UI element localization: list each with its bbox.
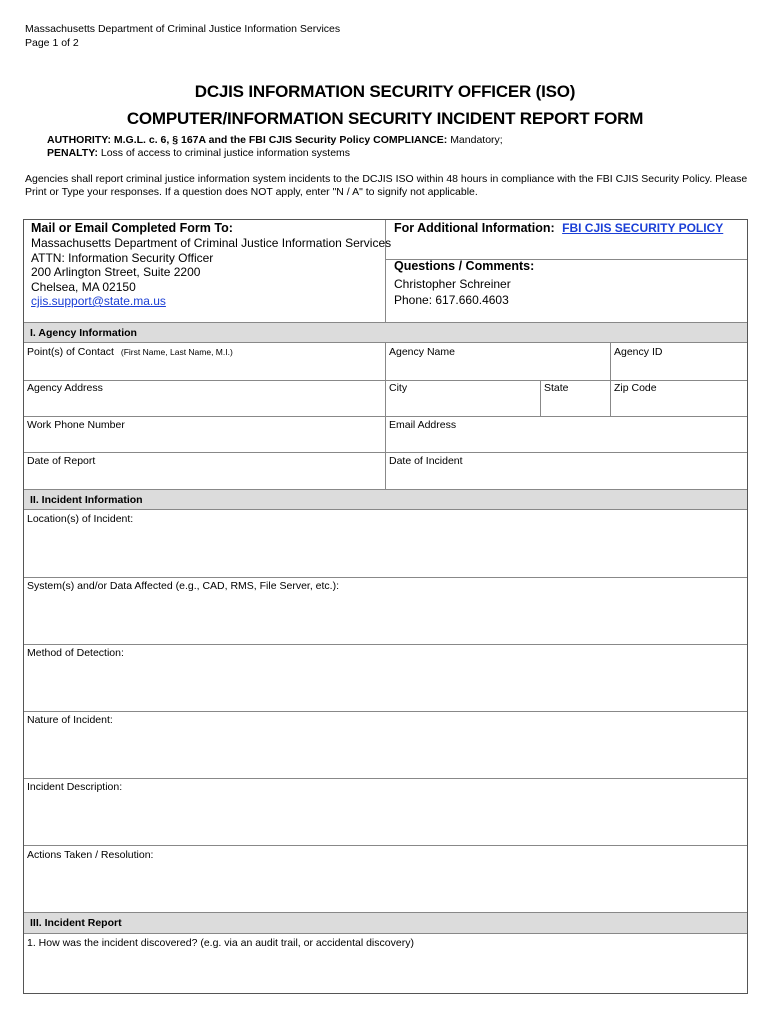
points-of-contact-label: Point(s) of Contact xyxy=(27,346,114,358)
row-divider-3 xyxy=(24,452,747,453)
section1-header: I. Agency Information xyxy=(24,322,747,343)
grid-divider-zip xyxy=(610,380,611,416)
agency-header: Massachusetts Department of Criminal Justice Information Services xyxy=(25,23,341,35)
grid-divider-state xyxy=(540,380,541,416)
contact-phone: Phone: 617.660.4603 xyxy=(394,293,509,307)
authority-line xyxy=(47,134,503,146)
date-of-incident-field[interactable]: Date of Incident xyxy=(389,455,463,467)
fbi-cjis-policy-link[interactable]: FBI CJIS SECURITY POLICY xyxy=(562,221,724,235)
row-divider-4 xyxy=(24,577,747,578)
authority-text: M.G.L. c. 6, § 167A and the FBI CJIS Security Policy xyxy=(113,134,371,146)
page-indicator: Page 1 of 2 xyxy=(25,37,79,49)
penalty-label: PENALTY: xyxy=(47,147,98,159)
date-of-report-field[interactable]: Date of Report xyxy=(27,455,96,467)
row-divider-1 xyxy=(24,380,747,381)
form-title-line2: COMPUTER/INFORMATION SECURITY INCIDENT REPORT FORM xyxy=(126,109,644,128)
nature-of-incident-field[interactable]: Nature of Incident: xyxy=(27,714,113,726)
penalty-line xyxy=(47,147,350,159)
question-1-field[interactable]: 1. How was the incident discovered? (e.g. via an audit trail, or accidental discovery) xyxy=(27,937,414,949)
row-divider-6 xyxy=(24,711,747,712)
agency-id-field[interactable]: Agency ID xyxy=(614,346,663,358)
row-divider-8 xyxy=(24,845,747,846)
work-phone-field[interactable]: Work Phone Number xyxy=(27,419,125,431)
compliance-label: COMPLIANCE: xyxy=(373,134,448,146)
questions-heading: Questions / Comments: xyxy=(394,259,535,273)
zip-code-field[interactable]: Zip Code xyxy=(614,382,657,394)
compliance-text: Mandatory; xyxy=(450,134,503,146)
form-title-line1: DCJIS INFORMATION SECURITY OFFICER (ISO) xyxy=(194,82,576,101)
method-of-detection-field[interactable]: Method of Detection: xyxy=(27,647,124,659)
city-field[interactable]: City xyxy=(389,382,408,394)
mail-email-link[interactable]: cjis.support@state.ma.us xyxy=(31,294,166,308)
additional-info-heading xyxy=(394,221,723,235)
location-field[interactable]: Location(s) of Incident: xyxy=(27,513,134,525)
row-divider-5 xyxy=(24,644,747,645)
contact-name: Christopher Schreiner xyxy=(394,277,511,291)
row-divider-2 xyxy=(24,416,747,417)
agency-address-field[interactable]: Agency Address xyxy=(27,382,103,394)
intro-paragraph: Agencies shall report criminal justice information system incidents to the DCJIS ISO within 48 hours in compliance with the FBI CJIS Security Policy. Please Print or Type your responses. If a question does NOT apply, enter "N / A" to signify not applicable. xyxy=(25,173,748,198)
mail-line3: 200 Arlington Street, Suite 2200 xyxy=(31,265,201,279)
state-field[interactable]: State xyxy=(544,382,569,394)
email-address-field[interactable]: Email Address xyxy=(389,419,457,431)
mail-line1: Massachusetts Department of Criminal Justice Information Services xyxy=(31,236,392,250)
grid-divider-agency-id xyxy=(610,343,611,380)
section2-header: II. Incident Information xyxy=(24,489,747,510)
penalty-text: Loss of access to criminal justice information systems xyxy=(100,147,351,159)
section3-header: III. Incident Report xyxy=(24,912,747,934)
actions-taken-field[interactable]: Actions Taken / Resolution: xyxy=(27,849,154,861)
additional-info-label: For Additional Information: xyxy=(394,221,555,235)
points-of-contact-hint: (First Name, Last Name, M.I.) xyxy=(120,347,233,357)
systems-affected-field[interactable]: System(s) and/or Data Affected (e.g., CAD, RMS, File Server, etc.): xyxy=(27,580,339,592)
agency-name-field[interactable]: Agency Name xyxy=(389,346,455,358)
mail-line4: Chelsea, MA 02150 xyxy=(31,279,136,294)
row-divider-7 xyxy=(24,778,747,779)
mail-line2: ATTN: Information Security Officer xyxy=(31,250,214,265)
incident-description-field[interactable]: Incident Description: xyxy=(27,781,123,793)
points-of-contact-field[interactable] xyxy=(27,346,233,358)
mail-heading: Mail or Email Completed Form To: xyxy=(31,221,233,235)
authority-label: AUTHORITY: xyxy=(47,134,111,146)
